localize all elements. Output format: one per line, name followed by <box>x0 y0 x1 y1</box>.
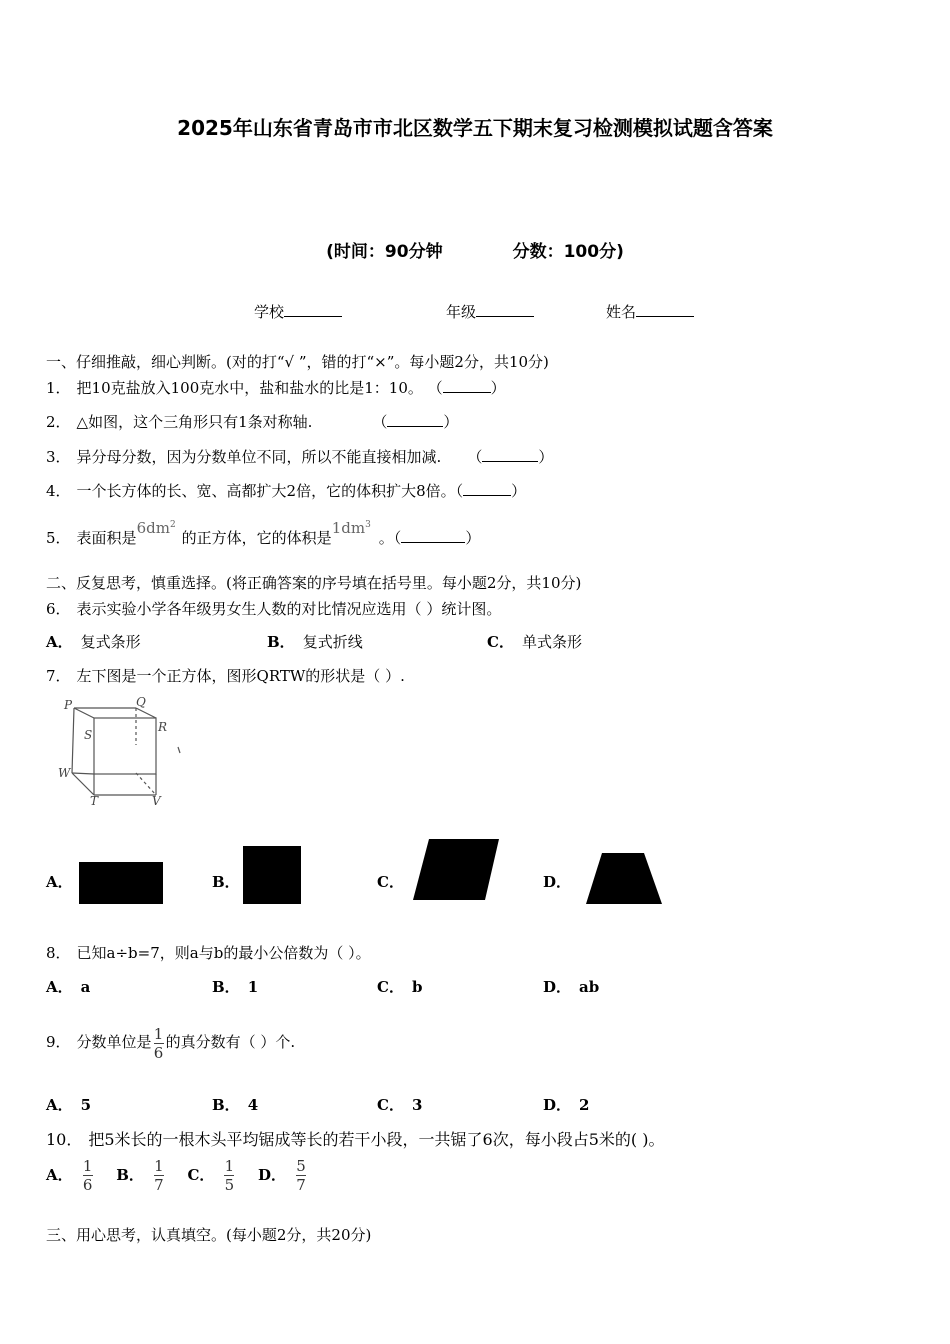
question-number: 9． <box>46 1033 71 1051</box>
exam-time: (时间：90分钟 <box>326 242 443 262</box>
option-b[interactable]: B． 4 <box>212 1096 259 1114</box>
paren-close: ） <box>465 529 481 547</box>
cube-figure <box>52 695 187 810</box>
paren-close: ） <box>511 482 527 500</box>
question-number: 8． <box>46 944 71 962</box>
question-number: 5． <box>46 529 71 547</box>
question-text: 一个长方体的长、宽、高都扩大2倍，它的体积扩大8倍。（ <box>76 482 464 500</box>
paren-open: （ <box>372 413 388 431</box>
question-text: △如图，这个三角形只有1条对称轴. <box>76 413 313 431</box>
question-3 <box>46 446 553 467</box>
grade-field[interactable] <box>446 301 534 322</box>
option-c[interactable]: C． b <box>377 978 423 996</box>
question-text: 表示实验小学各年级男女生人数的对比情况应选用（ ）统计图。 <box>76 600 502 618</box>
question-5 <box>46 519 481 548</box>
option-d[interactable]: D． $\frac{5}{7}$ <box>257 1157 306 1194</box>
question-8 <box>46 942 371 963</box>
name-label: 姓名 <box>606 303 637 321</box>
section-3-header: 三、用心思考，认真填空。(每小题2分，共20分) <box>46 1226 372 1244</box>
exam-meta <box>0 237 950 262</box>
question-10 <box>46 1127 665 1150</box>
option-b[interactable]: B． $\frac{1}{7}$ <box>116 1157 164 1194</box>
volume-value: $1dm^3$ <box>331 519 371 537</box>
question-text-end: 的真分数有（ ）个. <box>165 1033 296 1051</box>
question-text-end: 。（ <box>378 529 402 547</box>
option-a[interactable]: A． $\frac{1}{6}$ <box>46 1157 93 1194</box>
option-c[interactable]: C． <box>377 873 404 891</box>
option-a[interactable]: A． a <box>46 978 91 996</box>
question-text: 分数单位是 <box>76 1033 152 1051</box>
paren-close: ） <box>538 448 554 466</box>
parallelogram-shape[interactable] <box>413 839 501 901</box>
question-number: 7． <box>46 667 71 685</box>
question-text: 异分母分数，因为分数单位不同，所以不能直接相加减. <box>76 448 442 466</box>
question-text-mid: 的正方体，它的体积是 <box>181 529 332 547</box>
option-d[interactable]: D． ab <box>543 978 600 996</box>
question-1 <box>46 377 506 398</box>
cube-label-p: P <box>64 698 73 712</box>
question-number: 10． <box>46 1130 83 1149</box>
paren-open: （ <box>467 448 483 466</box>
question-6 <box>46 598 501 619</box>
paren-close: ） <box>443 413 459 431</box>
answer-blank[interactable] <box>482 447 538 462</box>
option-c[interactable]: C． 3 <box>377 1096 423 1114</box>
option-d[interactable]: D． <box>543 873 572 891</box>
question-4 <box>46 480 526 501</box>
trapezoid-shape[interactable] <box>586 853 664 905</box>
option-d[interactable]: D． 2 <box>543 1096 590 1114</box>
option-b[interactable]: B． 1 <box>212 978 259 996</box>
question-number: 1． <box>46 379 71 397</box>
answer-blank[interactable] <box>463 481 511 496</box>
answer-blank[interactable] <box>387 412 443 427</box>
question-text: 表面积是 <box>76 529 137 547</box>
area-value: $6dm^2$ <box>136 519 176 537</box>
cube-label-q: Q <box>136 695 146 709</box>
question-2 <box>46 411 458 432</box>
school-field[interactable] <box>254 301 342 322</box>
grade-label: 年级 <box>446 303 477 321</box>
question-text: 把5米长的一根木头平均锯成等长的若干小段，一共锯了6次，每小段占5米的( )。 <box>88 1130 665 1149</box>
question-number: 3． <box>46 448 71 466</box>
cube-label-r: R <box>158 720 168 734</box>
question-text: 把10克盐放入100克水中，盐和盐水的比是1：10。 （ <box>76 379 443 397</box>
option-a[interactable]: A． 5 <box>46 1096 92 1114</box>
question-number: 2． <box>46 413 71 431</box>
section-1-header: 一、仔细推敲，细心判断。(对的打“√ ”，错的打“×”。每小题2分，共10分) <box>46 353 549 371</box>
q10-options <box>46 1158 308 1193</box>
fraction-one-sixth: $\frac{1}{6}$ <box>153 1024 164 1062</box>
option-a[interactable]: A． <box>46 873 73 891</box>
option-c[interactable]: C． $\frac{1}{5}$ <box>187 1157 235 1194</box>
school-blank[interactable] <box>284 302 342 317</box>
school-label: 学校 <box>254 303 285 321</box>
question-text: 左下图是一个正方体，图形QRTW的形状是（ ）. <box>76 667 405 685</box>
cube-label-t: T <box>90 794 99 808</box>
name-blank[interactable] <box>636 302 694 317</box>
paren-close: ） <box>490 379 506 397</box>
page-title: 2025年山东省青岛市市北区数学五下期末复习检测模拟试题含答案 <box>177 116 773 140</box>
rectangle-shape[interactable] <box>79 862 163 904</box>
cube-label-w: W <box>58 766 71 780</box>
answer-blank[interactable] <box>401 528 465 543</box>
section-2-header: 二、反复思考，慎重选择。(将正确答案的序号填在括号里。每小题2分，共10分) <box>46 574 582 592</box>
answer-blank[interactable] <box>443 378 491 393</box>
cube-label-s: S <box>84 728 93 742</box>
option-b[interactable]: B． 复式折线 <box>267 633 363 651</box>
question-7 <box>46 665 405 686</box>
option-b[interactable]: B． <box>212 873 240 891</box>
cube-label-v: V <box>152 794 161 808</box>
grade-blank[interactable] <box>476 302 534 317</box>
option-c[interactable]: C． 单式条形 <box>487 633 582 651</box>
question-text: 已知a÷b=7，则a与b的最小公倍数为（ ）。 <box>76 944 371 962</box>
square-shape[interactable] <box>243 846 301 904</box>
question-9 <box>46 1012 295 1072</box>
question-number: 4． <box>46 482 71 500</box>
exam-score: 分数：100分) <box>512 242 624 262</box>
question-number: 6． <box>46 600 71 618</box>
option-a[interactable]: A． 复式条形 <box>46 633 141 651</box>
name-field[interactable] <box>606 301 694 322</box>
